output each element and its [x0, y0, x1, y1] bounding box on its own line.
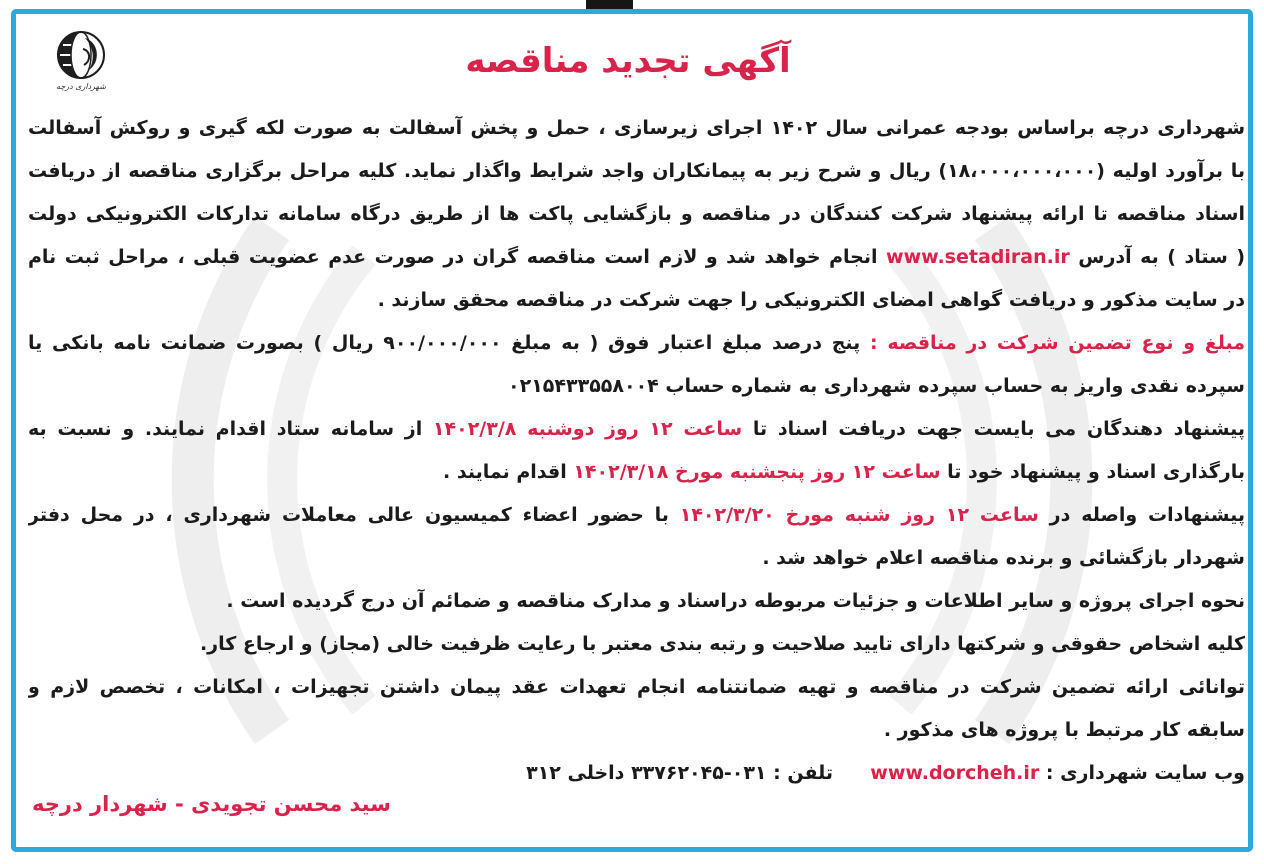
notice-line — [28, 494, 1245, 537]
notice-line — [28, 322, 1245, 365]
highlighted-text: مبلغ و نوع تضمین شرکت در مناقصه : — [870, 332, 1245, 354]
logo-caption: شهرداری درچه — [56, 82, 106, 91]
line-text: سابقه کار مرتبط با پروژه های مذکور . — [883, 719, 1245, 741]
phone-label: تلفن : — [773, 762, 834, 784]
notice-line — [28, 236, 1245, 279]
highlighted-text: ساعت ۱۲ روز دوشنبه ۱۴۰۲/۳/۸ — [432, 418, 743, 440]
mayor-signature: سید محسن تجویدی - شهردار درچه — [32, 792, 391, 816]
line-text: از سامانه ستاد اقدام نمایند. و نسبت به — [28, 418, 433, 440]
line-text: پیشنهادات واصله در — [1038, 504, 1245, 526]
line-text: شهرداری درچه براساس بودجه عمرانی سال ۱۴۰۲ اجرای زیرسازی ، حمل و پخش آسفالت به صورت لکه گیری و روکش آسفالت — [28, 117, 1245, 139]
line-text: انجام خواهد شد و لازم است مناقصه گران در صورت عدم عضویت قبلی ، مراحل ثبت نام — [28, 246, 887, 268]
notice-line — [28, 408, 1245, 451]
notice-line — [28, 537, 1245, 580]
notice-line — [28, 107, 1245, 150]
line-text: اسناد مناقصه تا ارائه پیشنهاد شرکت کنندگان در مناقصه و بازگشایی پاکت ها از طریق درگاه سامانه تدارکات الکترونیکی دولت — [28, 203, 1245, 225]
notice-line — [28, 279, 1245, 322]
line-text: اقدام نمایند . — [443, 461, 574, 483]
notice-paragraphs — [28, 107, 1245, 752]
line-text: ( ستاد ) به آدرس — [1069, 246, 1245, 268]
website-url: www.dorcheh.ir — [870, 762, 1040, 784]
line-text: توانائی ارائه تضمین شرکت در مناقصه و تهیه ضمانتنامه انجام تعهدات عقد پیمان داشتن تجهیزات ، امکانات ، تخصص لازم و — [28, 676, 1245, 698]
line-text: بارگذاری اسناد و پیشنهاد خود تا — [940, 461, 1245, 483]
line-text: با حضور اعضاء کمیسیون عالی معاملات شهرداری ، در محل دفتر — [28, 504, 680, 526]
line-text: در سایت مذکور و دریافت گواهی امضای الکترونیکی را جهت شرکت در مناقصه محقق سازند . — [377, 289, 1245, 311]
line-text: پیشنهاد دهندگان می بایست جهت دریافت اسناد تا — [742, 418, 1245, 440]
notice-line — [28, 451, 1245, 494]
extension-label: داخلی — [567, 762, 625, 784]
phone-number: ۰۳۱-۳۳۷۶۲۰۴۵ — [631, 762, 767, 784]
notice-body — [28, 107, 1245, 795]
notice-line — [28, 709, 1245, 752]
contact-spacer — [840, 778, 864, 779]
line-text: کلیه اشخاص حقوقی و شرکتها دارای تایید صلاحیت و رتبه بندی معتبر با رعایت ظرفیت خالی (مجاز) و ارجاع کار. — [199, 633, 1245, 655]
highlighted-text: ساعت ۱۲ روز شنبه مورخ ۱۴۰۲/۳/۲۰ — [679, 504, 1039, 526]
notice-line — [28, 580, 1245, 623]
notice-line — [28, 623, 1245, 666]
notice-line — [28, 365, 1245, 408]
line-text: سپرده نقدی واریز به حساب سپرده شهرداری به شماره حساب ۰۲۱۵۴۳۳۵۵۸۰۰۴ — [508, 375, 1245, 397]
line-text: شهردار بازگشائی و برنده مناقصه اعلام خواهد شد . — [762, 547, 1245, 569]
notice-title: آگهی تجدید مناقصه — [465, 41, 791, 81]
extension-number: ۳۱۲ — [526, 762, 561, 784]
notice-line — [28, 193, 1245, 236]
line-text: نحوه اجرای پروژه و سایر اطلاعات و جزئیات مربوطه دراسناد و مدارک مناقصه و ضمائم آن درج گردیده است . — [226, 590, 1245, 612]
highlighted-text: www.setadiran.ir — [886, 246, 1070, 268]
highlighted-text: ساعت ۱۲ روز پنجشنبه مورخ ۱۴۰۲/۳/۱۸ — [573, 461, 941, 483]
notice-line — [28, 150, 1245, 193]
notice-line — [28, 666, 1245, 709]
line-text: با برآورد اولیه (۱۸،۰۰۰،۰۰۰،۰۰۰) ریال و شرح زیر به پیمانکاران واجد شرایط واگذار نماید. کلیه مراحل برگزاری مناقصه از دریافت — [28, 160, 1245, 182]
line-text: پنج درصد مبلغ اعتبار فوق ( به مبلغ ۹۰۰/۰۰۰/۰۰۰ ریال ) بصورت ضمانت نامه بانکی یا — [28, 332, 871, 354]
website-label: وب سایت شهرداری : — [1045, 762, 1245, 784]
